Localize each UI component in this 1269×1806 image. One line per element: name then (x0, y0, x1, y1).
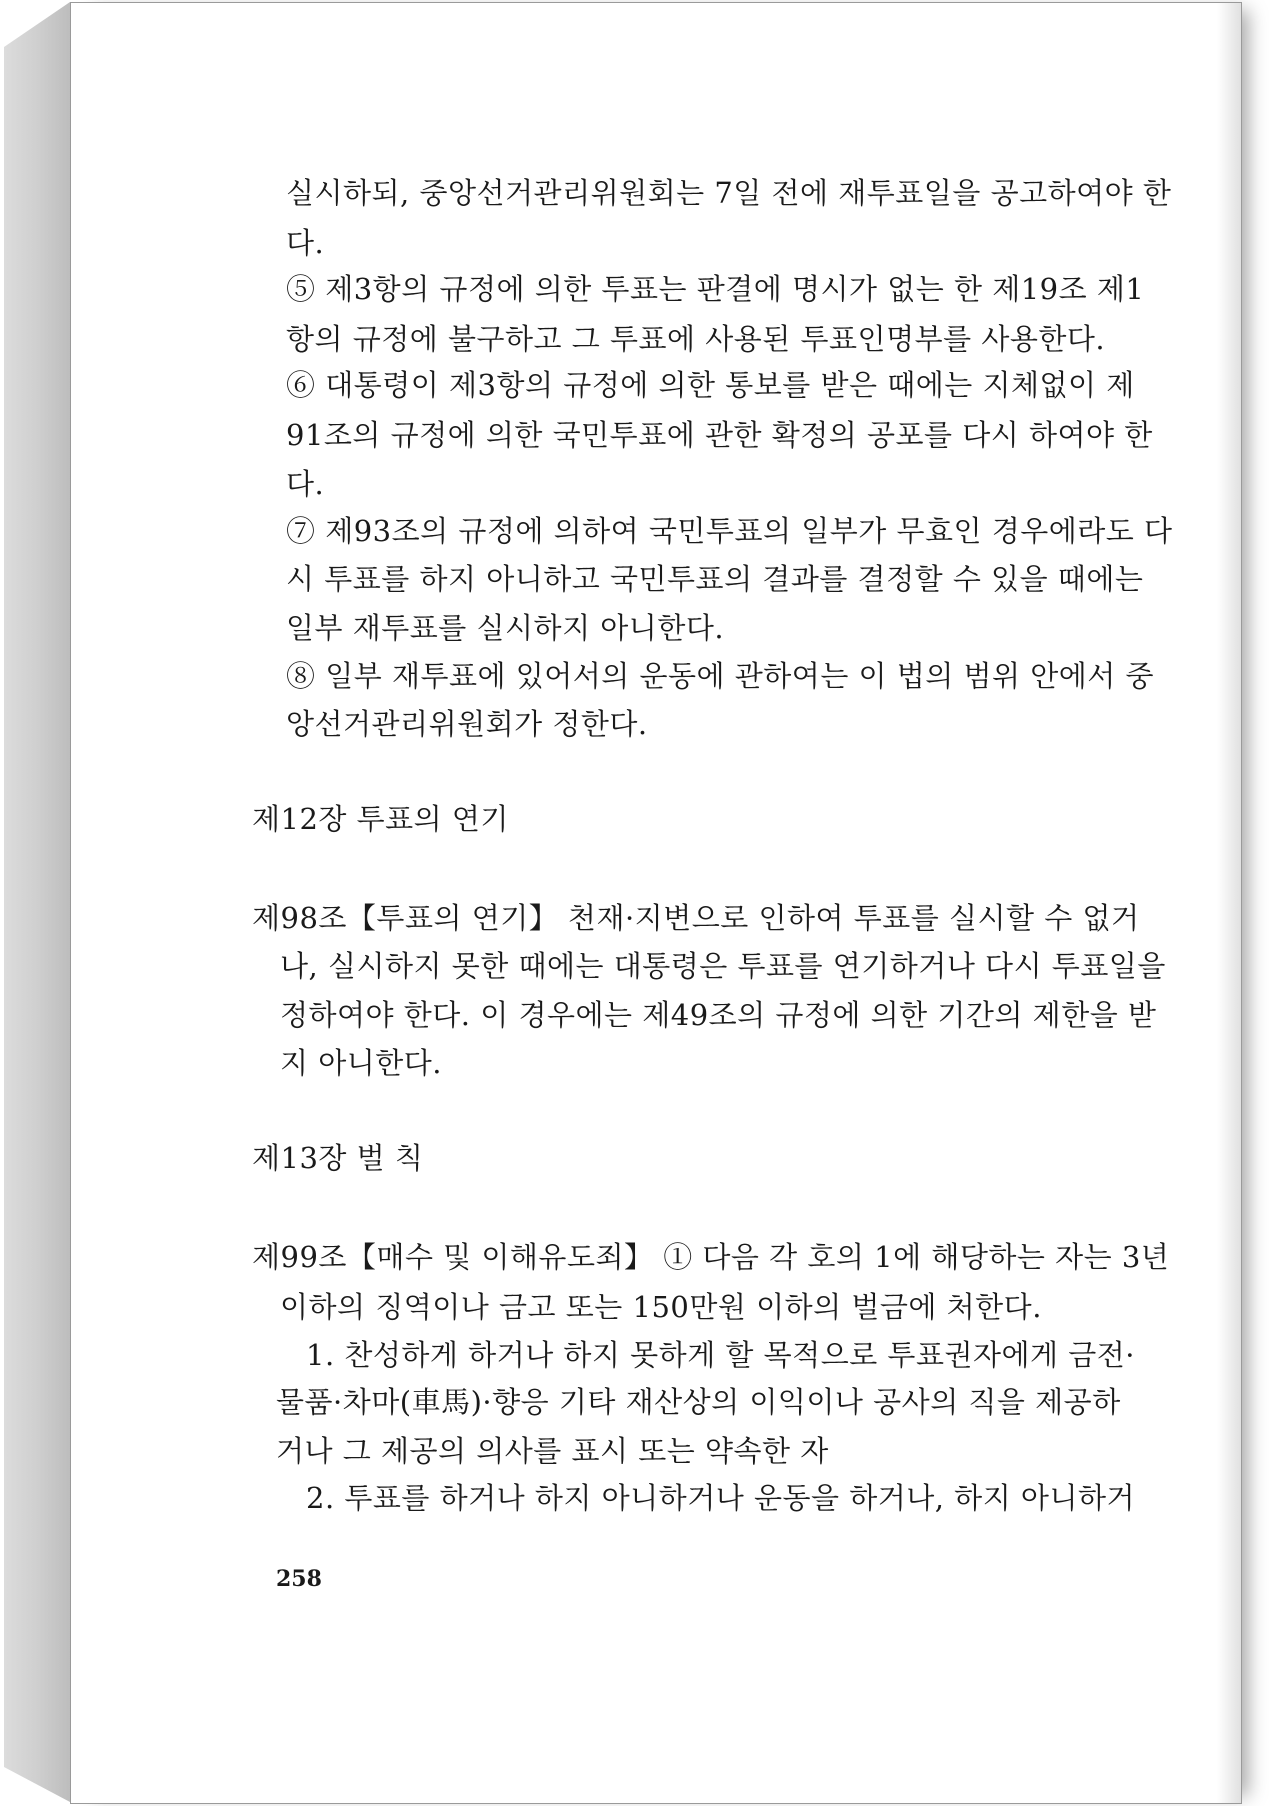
body-line: 앙선거관리위원회가 정한다. (286, 707, 648, 741)
body-line: 거나 그 제공의 의사를 표시 또는 약속한 자 (276, 1434, 829, 1468)
body-line: ⑤ 제3항의 규정에 의한 투표는 판결에 명시가 없는 한 제19조 제1 (286, 272, 1145, 306)
body-line: ⑦ 제93조의 규정에 의하여 국민투표의 일부가 무효인 경우에라도 다 (286, 514, 1173, 548)
chapter-heading: 제12장 투표의 연기 (252, 802, 509, 836)
body-line: 나, 실시하지 못한 때에는 대통령은 투표를 연기하거나 다시 투표일을 (280, 949, 1166, 983)
article-heading-line: 제99조【매수 및 이해유도죄】 ① 다음 각 호의 1에 해당하는 자는 3년 (252, 1240, 1170, 1274)
body-line: 실시하되, 중앙선거관리위원회는 7일 전에 재투표일을 공고하여야 한 (286, 176, 1172, 210)
article-heading-line: 제98조【투표의 연기】 천재·지변으로 인하여 투표를 실시할 수 없거 (252, 901, 1140, 935)
body-line: 91조의 규정에 의한 국민투표에 관한 확정의 공포를 다시 하여야 한 (286, 418, 1153, 452)
book-spine (4, 2, 70, 1802)
body-line: ⑧ 일부 재투표에 있어서의 운동에 관하여는 이 법의 범위 안에서 중 (286, 659, 1155, 693)
body-line: 물품·차마(車馬)·향응 기타 재산상의 이익이나 공사의 직을 제공하 (276, 1385, 1121, 1419)
body-line: 항의 규정에 불구하고 그 투표에 사용된 투표인명부를 사용한다. (286, 322, 1106, 356)
body-line: 다. (286, 467, 325, 501)
page-edge-shadow (1217, 3, 1241, 1803)
page-number: 258 (276, 1566, 322, 1592)
body-line: 정하여야 한다. 이 경우에는 제49조의 규정에 의한 기간의 제한을 받 (280, 998, 1157, 1032)
body-line: 지 아니한다. (280, 1046, 443, 1080)
body-line: 이하의 징역이나 금고 또는 150만원 이하의 벌금에 처한다. (280, 1290, 1042, 1324)
body-line: 다. (286, 226, 325, 260)
body-line: ⑥ 대통령이 제3항의 규정에 의한 통보를 받은 때에는 지체없이 제 (286, 368, 1135, 402)
body-line: 일부 재투표를 실시하지 아니한다. (286, 611, 725, 645)
body-line: 시 투표를 하지 아니하고 국민투표의 결과를 결정할 수 있을 때에는 (286, 562, 1144, 596)
list-item-line: 2. 투표를 하거나 하지 아니하거나 운동을 하거나, 하지 아니하거 (306, 1481, 1135, 1515)
chapter-heading: 제13장 벌 칙 (252, 1141, 424, 1175)
list-item-line: 1. 찬성하게 하거나 하지 못하게 할 목적으로 투표권자에게 금전· (306, 1338, 1135, 1372)
